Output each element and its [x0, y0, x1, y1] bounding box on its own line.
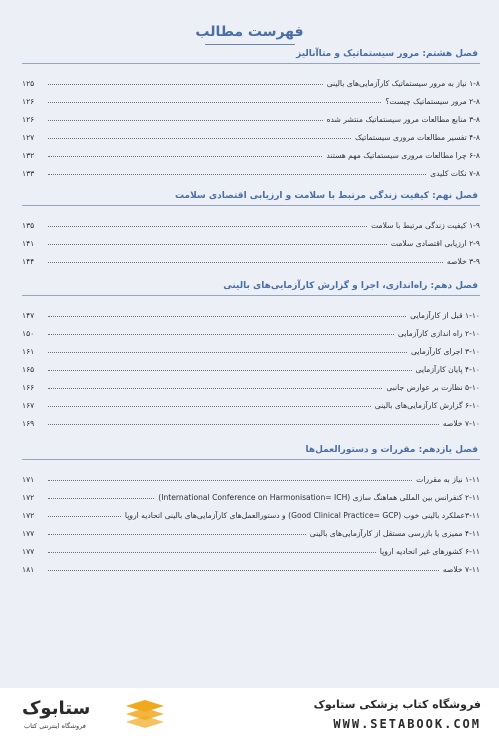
toc-entry-page: ۱۷۷ [22, 529, 35, 538]
toc-entry[interactable] [22, 484, 480, 502]
book-stack-icon [122, 698, 168, 732]
toc-entry-page: ۱۵۰ [22, 329, 35, 338]
toc-entry[interactable] [22, 356, 480, 374]
title-underline [205, 44, 295, 45]
toc-entry[interactable] [22, 142, 480, 160]
toc-entry-label: ۱-۸ نیاز به مرور سیستماتیک کارآزمایی‌های بالینی [326, 79, 480, 88]
leader-dots [48, 156, 322, 157]
logo-tagline: فروشگاه اینترنتی کتاب [24, 722, 86, 730]
toc-entry-label: ۲-۱۱ کنفرانس بین المللی هماهنگ سازی (International Conference on Harmonisation= ICH) [158, 493, 480, 502]
leader-dots [48, 226, 367, 227]
toc-entry-label: ۷-۱۰ خلاصه [442, 419, 480, 428]
toc-entry-label: ۳-۱۰ اجرای کارآزمایی [410, 347, 480, 356]
leader-dots [48, 174, 426, 175]
section-divider [22, 459, 480, 460]
toc-entry[interactable] [22, 88, 480, 106]
toc-entry-label: ۲-۱۰ راه اندازی کارآزمایی [397, 329, 480, 338]
section-heading: فصل هشتم: مرور سیستماتیک و متاآنالیز [296, 49, 478, 59]
toc-entry[interactable] [22, 410, 480, 428]
toc-entry-label: ۶-۱۰ گزارش کارآزمایی‌های بالینی [374, 401, 480, 410]
logo-wordmark: ستابوک [22, 698, 91, 719]
section-heading: فصل یازدهم: مقررات و دستورالعمل‌ها [305, 445, 478, 455]
toc-entry[interactable] [22, 392, 480, 410]
leader-dots [48, 570, 439, 571]
toc-entry[interactable] [22, 124, 480, 142]
toc-entry-label: ۴-۱۱ ممیزی یا بازرسی مستقل از کارآزمایی‌های بالینی [309, 529, 480, 538]
toc-entry-label: ۷-۱۱ خلاصه [442, 565, 480, 574]
toc-entry-page: ۱۲۵ [22, 79, 35, 88]
toc-entry-label: ۳-۹ خلاصه [446, 257, 480, 266]
leader-dots [48, 102, 381, 103]
toc-entry-label: ۲-۹ ارزیابی اقتصادی سلامت [390, 239, 480, 248]
section-divider [22, 63, 480, 64]
toc-entry-page: ۱۴۴ [22, 257, 35, 266]
leader-dots [48, 84, 323, 85]
toc-entry-page: ۱۶۷ [22, 401, 35, 410]
toc-entry[interactable] [22, 248, 480, 266]
toc-entry[interactable] [22, 230, 480, 248]
toc-entry-page: ۱۶۹ [22, 419, 35, 428]
leader-dots [48, 534, 306, 535]
toc-entry-page: ۱۴۱ [22, 239, 35, 248]
leader-dots [48, 352, 407, 353]
toc-entry[interactable] [22, 466, 480, 484]
leader-dots [48, 516, 121, 517]
toc-entry-page: ۱۲۶ [22, 115, 35, 124]
store-name: فروشگاه کتاب پزشکی ستابوک [313, 698, 481, 711]
toc-entry-page: ۱۳۵ [22, 221, 35, 230]
toc-entry[interactable] [22, 302, 480, 320]
section-chapter-9 [22, 189, 480, 266]
store-url-link[interactable]: WWW.SETABOOK.COM [333, 717, 481, 731]
leader-dots [48, 480, 412, 481]
page-title: فهرست مطالب [195, 24, 304, 40]
leader-dots [48, 244, 387, 245]
toc-entry-page: ۱۷۲ [22, 511, 35, 520]
leader-dots [48, 406, 371, 407]
leader-dots [48, 262, 443, 263]
toc-entry-label: ۳-۸ منابع مطالعات مرور سیستماتیک منتشر شده [326, 115, 480, 124]
section-chapter-11 [22, 443, 480, 574]
toc-entry-label: ۵-۱۰ نظارت بر عوارض جانبی [386, 383, 480, 392]
toc-entry-page: ۱۲۷ [22, 133, 35, 142]
leader-dots [48, 498, 154, 499]
toc-entry-label: ۱-۱۰ قبل از کارآزمایی [410, 311, 480, 320]
toc-entry[interactable] [22, 160, 480, 178]
toc-entry-label: ۶-۸ چرا مطالعات مروری سیستماتیک مهم هستند [326, 151, 480, 160]
leader-dots [48, 138, 351, 139]
toc-entry-label: ۴-۸ تفسیر مطالعات مروری سیستماتیک [355, 133, 480, 142]
section-chapter-10 [22, 279, 480, 428]
toc-entry-page: ۱۷۱ [22, 475, 35, 484]
toc-entry-page: ۱۷۷ [22, 547, 35, 556]
toc-entry-page: ۱۸۱ [22, 565, 35, 574]
store-footer-banner [0, 688, 499, 743]
section-heading: فصل نهم: کیفیت زندگی مرتبط با سلامت و ارزیابی اقتصادی سلامت [174, 191, 478, 201]
section-heading: فصل دهم: راه‌اندازی، اجرا و گزارش کارآزمایی‌های بالینی [223, 281, 478, 291]
toc-entry-page: ۱۳۳ [22, 169, 35, 178]
section-divider [22, 205, 480, 206]
toc-entry[interactable] [22, 338, 480, 356]
toc-entry[interactable] [22, 556, 480, 574]
toc-entry-page: ۱۳۲ [22, 151, 35, 160]
toc-entry[interactable] [22, 212, 480, 230]
store-logo[interactable] [22, 696, 182, 736]
toc-entry-page: ۱۶۶ [22, 383, 35, 392]
toc-entry-label: ۲-۸ مرور سیستماتیک چیست؟ [385, 97, 480, 106]
leader-dots [48, 120, 323, 121]
leader-dots [48, 370, 412, 371]
toc-entry[interactable] [22, 70, 480, 88]
leader-dots [48, 424, 439, 425]
toc-entry-label: ۴-۱۰ پایان کارآزمایی [415, 365, 480, 374]
toc-entry[interactable] [22, 106, 480, 124]
leader-dots [48, 334, 394, 335]
toc-entry[interactable] [22, 502, 480, 520]
toc-entry-page: ۱۴۷ [22, 311, 35, 320]
toc-entry[interactable] [22, 320, 480, 338]
toc-entry-label: ۶-۱۱ کشورهای غیر اتحادیه اروپا [379, 547, 480, 556]
section-chapter-8 [22, 47, 480, 178]
toc-entry-label: ۱-۹ کیفیت زندگی مرتبط با سلامت [371, 221, 480, 230]
leader-dots [48, 552, 376, 553]
toc-entry[interactable] [22, 520, 480, 538]
leader-dots [48, 316, 406, 317]
toc-entry-label: ۱-۱۱ نیاز به مقررات [416, 475, 480, 484]
toc-entry-page: ۱۶۵ [22, 365, 35, 374]
leader-dots [48, 388, 382, 389]
section-divider [22, 295, 480, 296]
toc-entry-page: ۱۷۲ [22, 493, 35, 502]
toc-entry[interactable] [22, 374, 480, 392]
toc-entry-label: ۳-۱۱عملکرد بالینی خوب (Good Clinical Practice= GCP) و دستورالعمل‌های کارآزمایی‌های بالینی اتحادیه اروپا [124, 511, 480, 520]
toc-entry-page: ۱۲۶ [22, 97, 35, 106]
toc-entry[interactable] [22, 538, 480, 556]
toc-entry-page: ۱۶۱ [22, 347, 35, 356]
toc-entry-label: ۷-۸ نکات کلیدی [430, 169, 480, 178]
